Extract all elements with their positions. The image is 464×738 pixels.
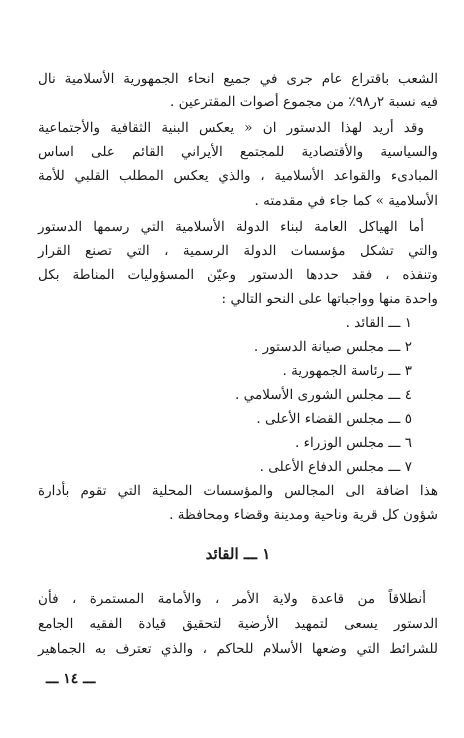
list-item: ٣ ـــ رئاسة الجمهورية . — [282, 363, 412, 379]
text-line: شؤون كل قرية وناحية ومدينة وقضاء ومحافظة . — [169, 507, 438, 523]
text-line: للشرائط التي وضعها الأسلام للحاكم ، والذي تعترف به الجماهير — [38, 641, 438, 657]
document-page — [38, 52, 438, 712]
list-item: ٥ ـــ مجلس القضاء الأعلى . — [256, 411, 412, 427]
list-item: ٧ ـــ مجلس الدفاع الأعلى . — [259, 459, 412, 475]
text-line: أما الهياكل العامة لبناء الدولة الأسلامية التي رسمها الدستور — [38, 219, 424, 235]
list-item: ١ ـــ القائد . — [345, 315, 412, 331]
text-line: الأسلامية » كما جاء في مقدمته . — [254, 193, 438, 209]
text-line: وتنفذه ، فقد حددها الدستور وعيّن المسؤوليات المناطة بكل — [38, 267, 438, 283]
text-line: هذا اضافة الى المجالس والمؤسسات المحلية التي تقوم بأدارة — [38, 483, 438, 499]
section-heading: ١ ـــ القائد — [205, 545, 271, 563]
list-item: ٤ ـــ مجلس الشورى الأسلامي . — [235, 387, 412, 403]
list-item: ٢ ـــ مجلس صيانة الدستور . — [253, 339, 412, 355]
text-line: الشعب باقتراع عام جرى في جميع انحاء الجمهورية الأسلامية نال — [38, 71, 438, 87]
text-line: واحدة منها وواجباتها على النحو التالي : — [221, 291, 438, 307]
text-line: أنطلاقاً من قاعدة ولاية الأمر ، والأمامة المستمرة ، فأن — [38, 591, 426, 607]
text-line: المبادىء والقواعد الأسلامية ، والذي يعكس المطلب القلبي للأمة — [38, 168, 438, 184]
page-number: ـــ ١٤ ـــ — [46, 671, 96, 687]
text-line: الدستور يسعى لتمهيد الأرضية لتحقيق قيادة الفقيه الجامع — [38, 616, 438, 632]
list-item: ٦ ـــ مجلس الوزراء . — [295, 435, 412, 451]
text-line: فيه نسبة ٢ر٩٨٪ من مجموع أصوات المقترعين . — [170, 94, 438, 110]
text-line: وقد أريد لهذا الدستور ان « يعكس البنية الثقافية والأجتماعية — [38, 120, 424, 136]
text-line: والتي تشكل مؤسسات الدولة الرسمية ، التي تصنع القرار — [38, 243, 438, 259]
text-line: والسياسية والأقتصادية للمجتمع الأيراني القائم على اساس — [38, 144, 438, 160]
